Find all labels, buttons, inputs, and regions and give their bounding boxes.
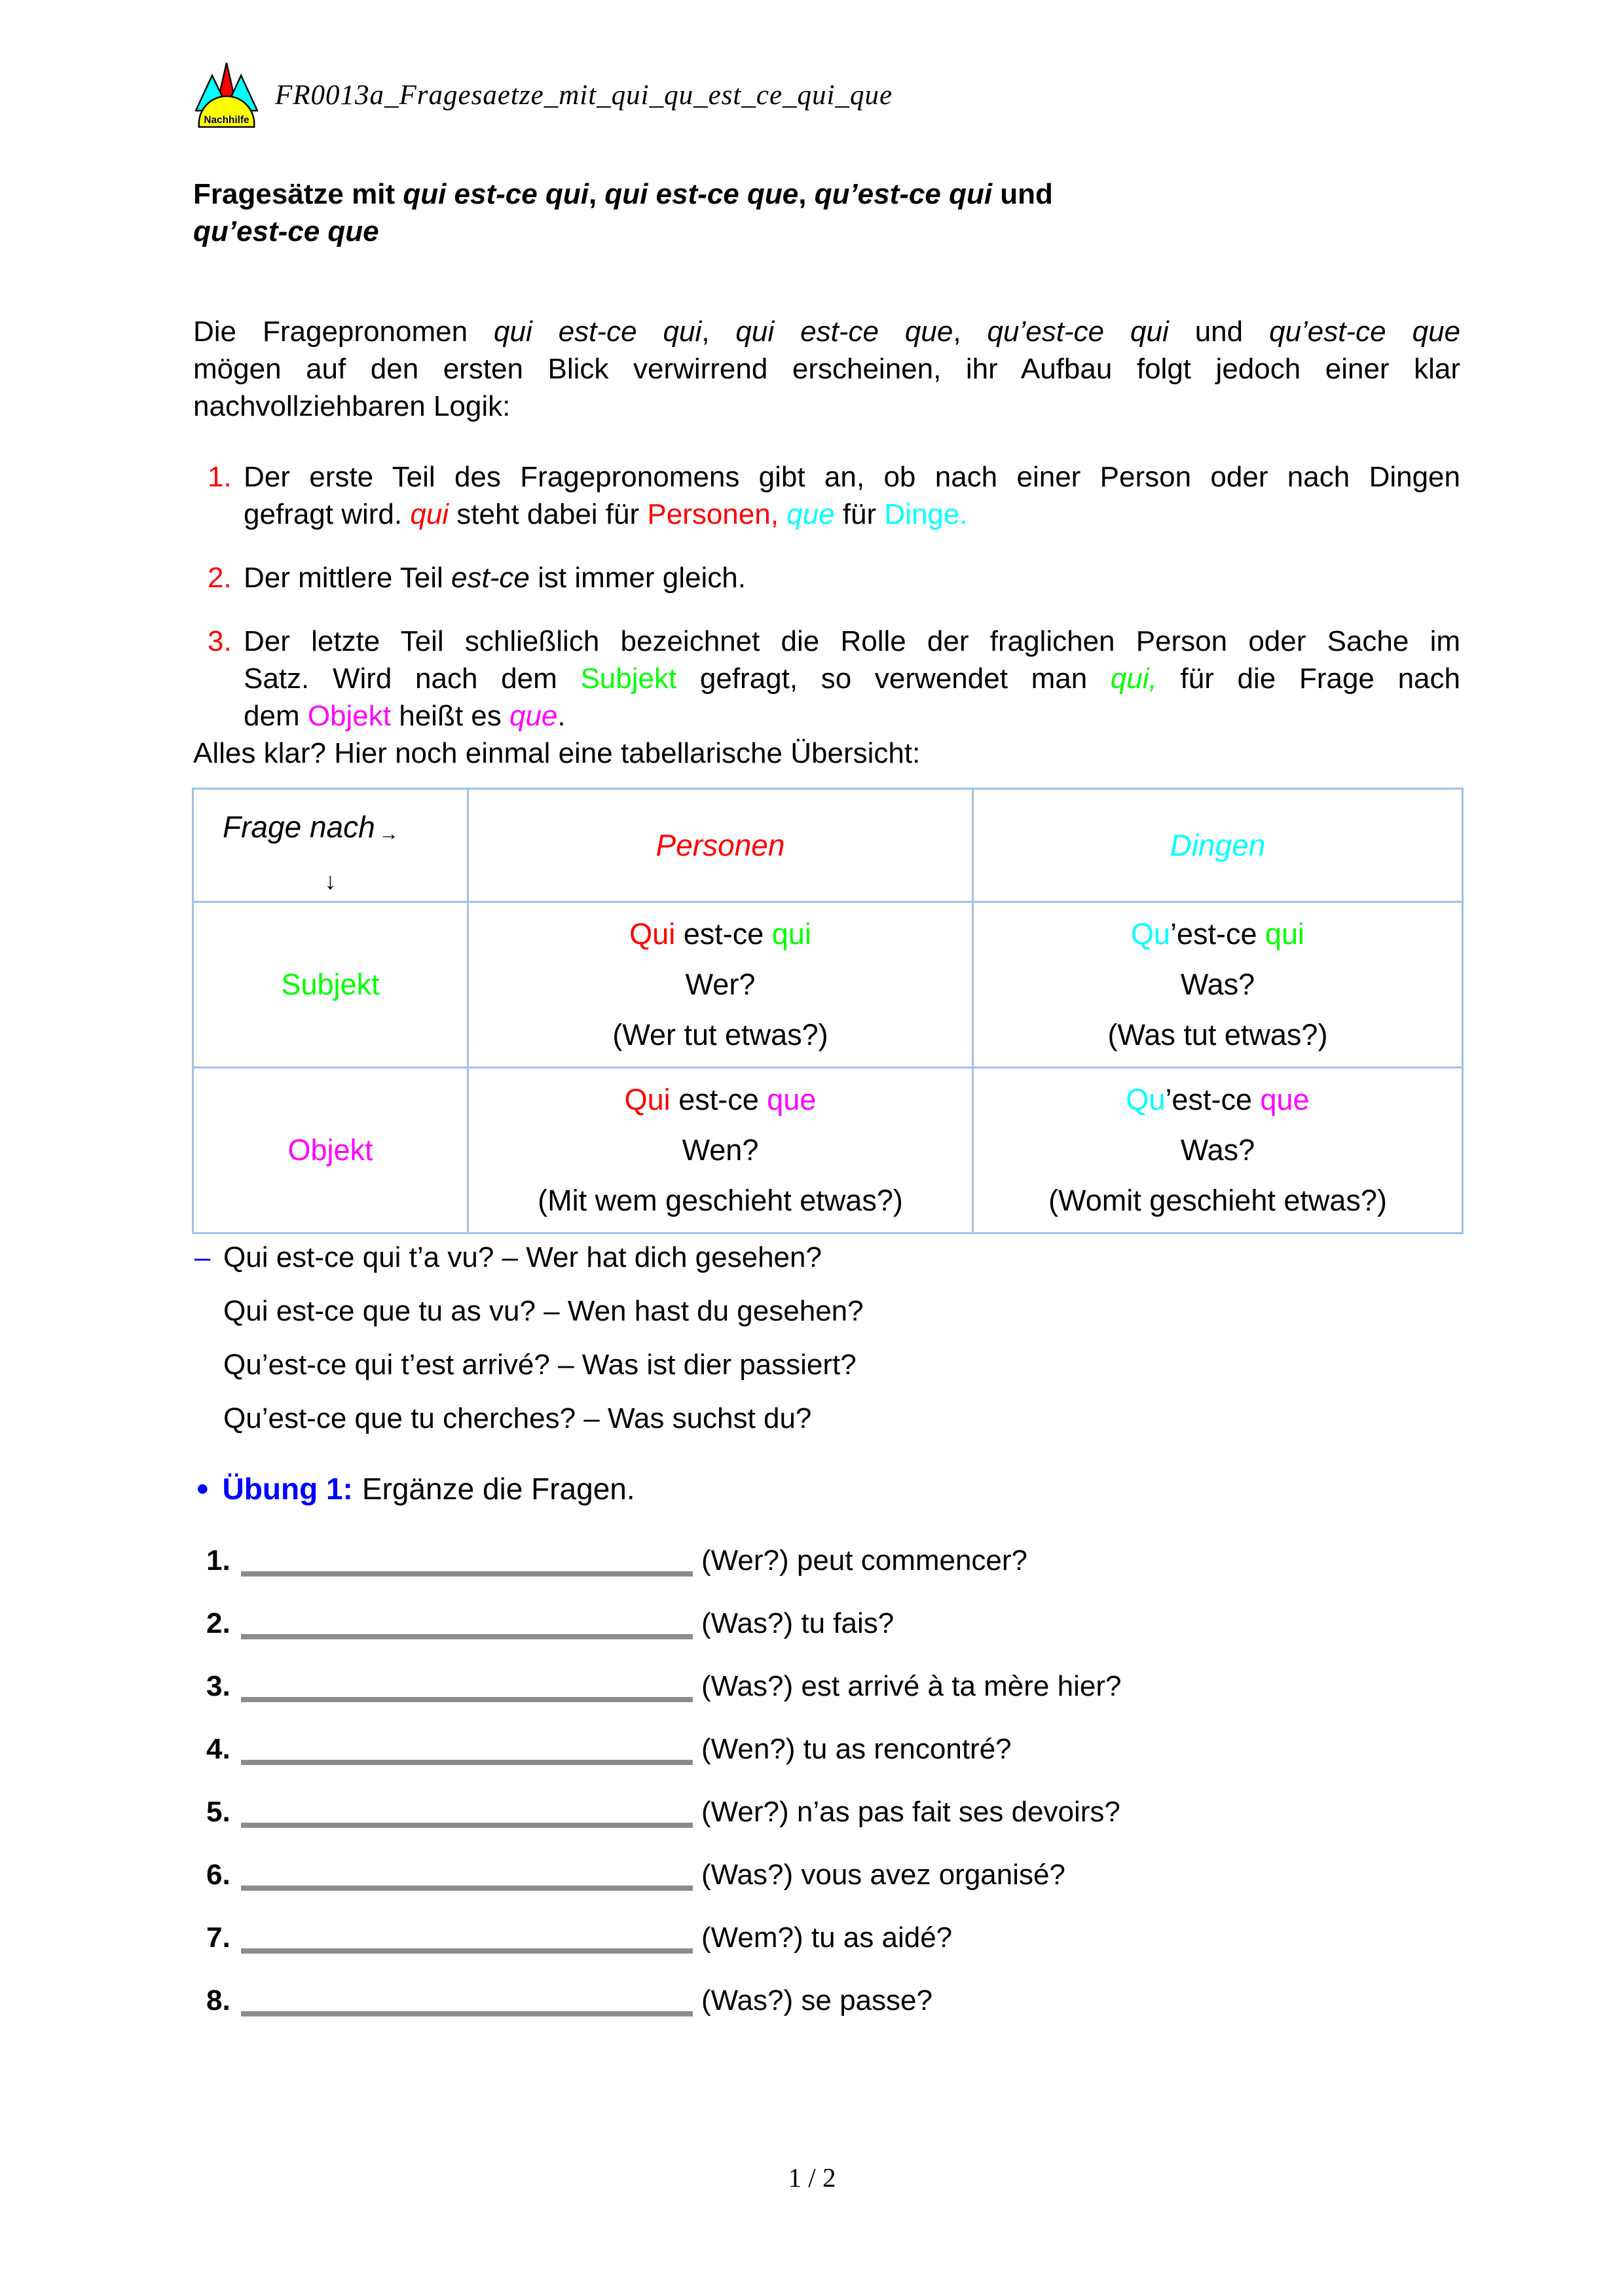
logic-line bbox=[244, 559, 1460, 596]
text-segment: , bbox=[701, 316, 736, 348]
text-segment: est-ce bbox=[451, 562, 530, 594]
table-header-row bbox=[193, 789, 1463, 902]
exercise-row-7 bbox=[193, 1922, 1460, 1954]
uebung-instruction: Ergänze die Fragen. bbox=[361, 1472, 635, 1506]
text-segment: Dinge. bbox=[884, 498, 968, 530]
text-segment: Satz. Wird nach dem bbox=[244, 663, 581, 695]
answer-blank bbox=[241, 1611, 693, 1639]
table-row-subjekt bbox=[193, 902, 1463, 1068]
text-segment: Personen, bbox=[647, 498, 779, 530]
nachhilfe-logo bbox=[195, 60, 258, 130]
text-segment: qu’est-ce qui bbox=[814, 178, 993, 210]
exercise-row-8 bbox=[193, 1985, 1460, 2016]
text-segment: Der erste Teil des Fragepronomens gibt an, ob nach einer Person oder nach Dingen bbox=[244, 461, 1460, 493]
paren-line: (Womit geschieht etwas?) bbox=[1048, 1184, 1387, 1217]
cell-content bbox=[469, 903, 972, 1066]
phrase-line bbox=[974, 1085, 1462, 1114]
exercise-number: 6. bbox=[206, 1859, 231, 1891]
text-segment: Fragesätze mit bbox=[193, 178, 403, 210]
text-segment: gefragt wird. bbox=[244, 498, 411, 530]
uebung-heading bbox=[193, 1470, 1463, 1508]
text-segment: gefragt, so verwendet man bbox=[676, 663, 1111, 695]
answer-blank bbox=[241, 1673, 693, 1702]
example-line bbox=[193, 1338, 1460, 1392]
uebung-title: Übung 1: bbox=[222, 1472, 353, 1506]
corner-label-text: Frage nach bbox=[223, 810, 375, 844]
exercise-number: 4. bbox=[206, 1733, 231, 1765]
table-intro bbox=[193, 735, 1460, 772]
text-segment: , bbox=[798, 178, 815, 210]
answer-blank bbox=[241, 1736, 693, 1765]
cell-quest-ce-qui bbox=[973, 902, 1463, 1068]
title-line bbox=[193, 175, 1460, 213]
phrase-line bbox=[974, 917, 1462, 951]
text-segment: Der mittlere Teil bbox=[244, 562, 452, 594]
header-dingen-text: Dingen bbox=[1170, 828, 1266, 862]
text-segment: steht dabei für bbox=[449, 498, 648, 530]
logo-label: Nachhilfe bbox=[204, 115, 249, 126]
document-filename: FR0013a_Fragesaetze_mit_qui_qu_est_ce_qui_que bbox=[275, 79, 893, 111]
exercise-number: 5. bbox=[206, 1796, 231, 1828]
logic-item-text bbox=[244, 559, 1460, 596]
exercise-list bbox=[193, 1545, 1460, 2048]
table-row-objekt bbox=[193, 1068, 1463, 1233]
exercise-number: 8. bbox=[206, 1984, 231, 2016]
logic-line bbox=[244, 697, 1460, 735]
example-line bbox=[193, 1285, 1460, 1338]
cell-content bbox=[974, 1068, 1462, 1232]
text-segment: est-ce bbox=[670, 1083, 767, 1116]
text-segment: qu’est-ce que bbox=[1269, 316, 1461, 348]
text-segment: Objekt bbox=[307, 700, 391, 732]
text-segment: mögen auf den ersten Blick verwirrend erscheinen, ihr Aufbau folgt jedoch einer klar bbox=[193, 353, 1460, 385]
cell-qui-est-ce-qui bbox=[468, 902, 973, 1068]
example-line bbox=[193, 1231, 1460, 1285]
example-text: Qu’est-ce que tu cherches? – Was suchst du? bbox=[223, 1402, 812, 1434]
text-segment: Qu bbox=[1130, 917, 1170, 951]
example-text: Qu’est-ce qui t’est arrivé? – Was ist dier passiert? bbox=[223, 1349, 857, 1381]
logic-item-number: 1. bbox=[208, 461, 232, 493]
text-segment: qu’est-ce que bbox=[193, 215, 379, 247]
exercise-number: 7. bbox=[206, 1922, 231, 1954]
text-segment: Qui bbox=[629, 917, 676, 951]
text-segment: que bbox=[509, 700, 558, 732]
text-segment: qui est-ce que bbox=[735, 316, 953, 348]
bullet-icon: ● bbox=[196, 1476, 210, 1501]
exercise-prompt: (Wer?) peut commencer? bbox=[701, 1544, 1028, 1576]
row-label-subjekt bbox=[193, 902, 468, 1068]
row-label-text: Objekt bbox=[287, 1133, 373, 1167]
example-line bbox=[193, 1392, 1460, 1446]
text-segment: Qui bbox=[624, 1083, 671, 1116]
corner-label bbox=[223, 809, 467, 845]
logic-item-text bbox=[244, 458, 1460, 533]
logic-list bbox=[193, 458, 1460, 761]
table-intro-line: Alles klar? Hier noch einmal eine tabellarische Übersicht: bbox=[193, 737, 921, 769]
exercise-row-4 bbox=[193, 1734, 1460, 1765]
text-segment: Qu bbox=[1126, 1083, 1166, 1116]
text-segment: qui bbox=[771, 917, 811, 951]
logic-item-text bbox=[244, 623, 1460, 735]
text-segment: ’est-ce bbox=[1165, 1083, 1261, 1116]
arrow-right-icon: → bbox=[378, 823, 399, 845]
example-text: Qui est-ce que tu as vu? – Wen hast du gesehen? bbox=[223, 1295, 864, 1327]
exercise-number: 1. bbox=[206, 1544, 231, 1576]
text-segment: que bbox=[786, 498, 835, 530]
answer-blank bbox=[241, 1862, 693, 1891]
text-segment: , bbox=[588, 178, 605, 210]
logic-item-1 bbox=[193, 458, 1460, 533]
text-segment: und bbox=[1168, 316, 1270, 348]
header-personen-text: Personen bbox=[655, 828, 785, 862]
table-corner-cell bbox=[193, 789, 468, 902]
text-segment: qui, bbox=[1110, 663, 1157, 695]
example-sentences bbox=[193, 1231, 1460, 1446]
text-segment: est-ce bbox=[675, 917, 772, 951]
exercise-number: 2. bbox=[206, 1607, 231, 1639]
page-title bbox=[193, 175, 1460, 250]
paren-line: (Mit wem geschieht etwas?) bbox=[538, 1184, 903, 1217]
table-header-personen bbox=[468, 789, 973, 902]
logic-item-number: 3. bbox=[208, 625, 232, 657]
page-number: 1 / 2 bbox=[788, 2162, 836, 2193]
text-segment: Die Fragepronomen bbox=[193, 316, 494, 348]
exercise-prompt: (Was?) vous avez organisé? bbox=[701, 1859, 1065, 1891]
logic-item-number: 2. bbox=[208, 562, 232, 594]
text-segment: . bbox=[557, 700, 566, 732]
text-segment: für die Frage nach bbox=[1156, 663, 1460, 695]
phrase-line bbox=[469, 917, 972, 951]
exercise-row-6 bbox=[193, 1859, 1460, 1891]
text-segment: heißt es bbox=[391, 700, 509, 732]
exercise-row-1 bbox=[193, 1545, 1460, 1576]
text-segment: ist immer gleich. bbox=[529, 562, 746, 594]
word-line: Was? bbox=[1180, 1133, 1255, 1167]
answer-blank bbox=[241, 1548, 693, 1576]
cell-quest-ce-que bbox=[973, 1068, 1463, 1233]
answer-blank bbox=[241, 1925, 693, 1954]
logic-line bbox=[244, 623, 1460, 660]
exercise-number: 3. bbox=[206, 1670, 231, 1702]
exercise-prompt: (Was?) se passe? bbox=[701, 1984, 932, 2016]
text-segment: , bbox=[953, 316, 987, 348]
text-segment: qui est-ce qui bbox=[403, 178, 589, 210]
exercise-prompt: (Was?) est arrivé à ta mère hier? bbox=[701, 1670, 1122, 1702]
logic-item-2 bbox=[193, 559, 1460, 596]
cell-qui-est-ce-que bbox=[468, 1068, 973, 1233]
logic-line bbox=[244, 496, 1460, 533]
exercise-row-3 bbox=[193, 1671, 1460, 1702]
intro-line bbox=[193, 350, 1460, 388]
exercise-prompt: (Wer?) n’as pas fait ses devoirs? bbox=[701, 1796, 1120, 1828]
phrase-line bbox=[469, 1085, 972, 1114]
text-segment: qui est-ce qui bbox=[494, 316, 702, 348]
cell-content bbox=[974, 903, 1462, 1066]
word-line: Was? bbox=[1180, 968, 1255, 1001]
title-line bbox=[193, 213, 1460, 250]
intro-line bbox=[193, 388, 1460, 425]
text-segment: für bbox=[834, 498, 885, 530]
text-segment: und bbox=[992, 178, 1053, 210]
exercise-prompt: (Wen?) tu as rencontré? bbox=[701, 1733, 1012, 1765]
text-segment: que bbox=[767, 1083, 817, 1116]
word-line: Wer? bbox=[685, 968, 756, 1001]
exercise-row-5 bbox=[193, 1796, 1460, 1828]
row-label-text: Subjekt bbox=[281, 968, 380, 1001]
overview-table bbox=[192, 788, 1464, 1234]
text-segment: que bbox=[1260, 1083, 1310, 1116]
intro-line bbox=[193, 313, 1460, 350]
exercise-prompt: (Wem?) tu as aidé? bbox=[701, 1922, 953, 1954]
example-text: Qui est-ce qui t’a vu? – Wer hat dich gesehen? bbox=[223, 1241, 822, 1273]
text-segment: Subjekt bbox=[580, 663, 677, 695]
text-segment: Der letzte Teil schließlich bezeichnet die Rolle der fraglichen Person oder Sache im bbox=[244, 625, 1460, 657]
logic-line bbox=[244, 458, 1460, 496]
row-label-objekt bbox=[193, 1068, 468, 1233]
text-segment: dem bbox=[244, 700, 308, 732]
word-line: Wen? bbox=[682, 1133, 759, 1167]
intro-paragraph bbox=[193, 313, 1460, 425]
answer-blank bbox=[241, 1799, 693, 1828]
logic-line bbox=[244, 660, 1460, 697]
text-segment: qui bbox=[1265, 917, 1305, 951]
text-segment: nachvollziehbaren Logik: bbox=[193, 390, 511, 422]
paren-line: (Was tut etwas?) bbox=[1107, 1018, 1328, 1051]
logic-item-3 bbox=[193, 623, 1460, 735]
paren-line: (Wer tut etwas?) bbox=[612, 1018, 828, 1051]
table-header-dingen bbox=[973, 789, 1463, 902]
page-header bbox=[195, 60, 893, 130]
answer-blank bbox=[241, 1988, 693, 2016]
arrow-down-icon: ↓ bbox=[324, 867, 337, 894]
exercise-row-2 bbox=[193, 1608, 1460, 1639]
cell-content bbox=[469, 1068, 972, 1232]
example-dash: – bbox=[194, 1241, 211, 1273]
text-segment: qu’est-ce qui bbox=[987, 316, 1169, 348]
exercise-prompt: (Was?) tu fais? bbox=[701, 1607, 895, 1639]
text-segment: qui bbox=[410, 498, 449, 530]
text-segment: qui est-ce que bbox=[604, 178, 799, 210]
text-segment: ’est-ce bbox=[1170, 917, 1265, 951]
text-segment bbox=[779, 498, 786, 530]
